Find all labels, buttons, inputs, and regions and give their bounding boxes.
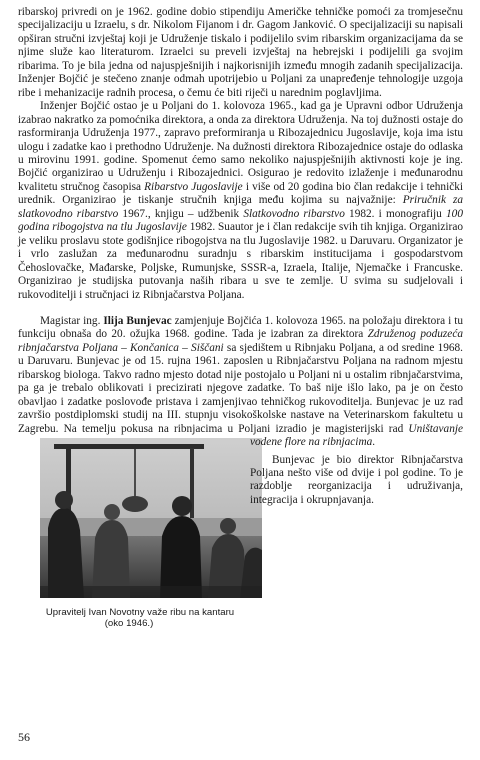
book-title: Slatkovodno ribarstvo — [243, 207, 345, 220]
text-run: 1967., knjigu – udžbenik — [118, 207, 244, 220]
paragraph-1 — [18, 6, 463, 100]
text-run: 1982. Suautor je i član redakcije svih tih knjiga. Organizirao je veliku proslavu stote godišnjice ribogojstva na tlu Jugoslavije 1982. u Daruvaru. Organizator je i vrlo zaslužan za međunarodnu suradnju s ribarskim institucijama i gospodarstvom Čehoslovačke, Mađarske, Poljske, Rumunjske, SSSR-a, Izraela, Italije, Njemačke i Francuske. Organizirao je studijska putovanja naših ribara u sve te zemlje. U svima su sudjelovali i rukovoditelji i stručnjaci iz Ribnjačarstva Poljana. — [18, 221, 463, 301]
book-title: Priručnik za slatkovodno ribarstvo — [18, 194, 463, 220]
text-run: i više od 20 godina bio član redakcije i tehnički urednik. Organizirao je tiskanje stručnih knjiga među kojima su najvažnije: — [18, 180, 464, 207]
company-name: Združenog poduzeća ribnjačarstva Poljana – Končanica – Siščani — [18, 328, 463, 354]
text-run: Magistar ing. — [40, 314, 104, 327]
thesis-title: Uništavanje vodene flore na ribnjacima — [250, 422, 463, 449]
figure — [18, 438, 240, 629]
photograph — [40, 438, 262, 598]
paragraph-2 — [18, 100, 463, 302]
person-name: Ilija Bunjevac — [103, 314, 172, 327]
page-body — [18, 6, 463, 632]
text-run: sa sjedištem u Ribnjaku Poljana, a od sredine 1968. u Daruvaru. Bunjevac je od 15. rujna 1961. zaposlen u Ribnjačarstvu Poljana na radnom mjestu ribarskog biologa. Takvo radno mjesto dotad nije postojalo u Poljani ni u ostalim ribnjačarstvima, pa ga je trebalo oblikovati i precizirati njegove zadatke. To baš nije išlo lako, pa je on često obavljao i zadatke poslovođe pristava i zamjenjivao tehničkog rukovoditelja. Bunjevac je uz rad završio postdiplomski studij na III. stupnju visokoškolske nastave na Veterinarskom fakultetu u Zagrebu. Na temelju pokusa na ribnjacima u Poljani izradio je magisterijski rad — [18, 341, 463, 435]
text-run: ribarskoj privredi on je 1962. godine dobio stipendiju Američke tehničke pomoći za tromjesečnu specijalizaciju u Izraelu, s dr. Nikolom Fijanom i dr. Gagom Janković. O specijalizaciji su napisali opširan stručni izvještaj koji je Udruženje tiskalo i podijelilo svim ribarskim organizacijama da se njime služe kao literaturom. Izraelci su preveli izvještaj na hebrejski i podijelili ga svojim ribarima. To je bila jedna od najuspješnijih i najkorisnijih između mnogih zadanih specijalizacija. Inženjer Bojčić je stečeno znanje odmah upotrijebio u Poljani za unapređenje tehnologije uzgoja ribe i mehanizacije radnih procesa, o čemu će biti riječi u narednim poglavljima. — [18, 6, 463, 99]
text-run: . — [372, 436, 376, 449]
text-run: Inženjer Bojčić ostao je u Poljani do 1. kolovoza 1965., kad ga je Upravni odbor Udruženja izabrao nakratko za pomoćnika direktora, a onda za direktora Udruženja. Na toj dužnosti ostaje do rasformiranja Udruženja 1977., zapravo preformiranja u Ribozajednicu Jugoslavije, koja ima istu ulogu i zadatke kao i prethodno Udruženje. Na dužnosti direktora Ribozajednice ostaje do odlaska u mirovinu 1991. godine. Spomenut ćemo samo nekoliko najuspješnijih aktivnosti koje je ing. Bojčić organizirao u Udruženju i Ribozajednici. Osigurao je redovito izlaženje i međunarodnu kvalitetu stručnog časopisa — [18, 100, 463, 193]
text-run: Bunjevac je bio direktor Ribnjačarstva Poljana nešto više od dvije i pol godine. To je razdoblje reorganizacija i udruživanja, integracija i okrupnjavanja. — [250, 453, 463, 506]
journal-title: Ribarstvo Jugoslavije — [144, 180, 243, 193]
figure-caption: Upravitelj Ivan Novotny važe ribu na kantaru (oko 1946.) — [45, 606, 235, 629]
book-title: 100 godina ribogojstva na tlu Jugoslavije — [18, 207, 463, 234]
page-number: 56 — [18, 730, 30, 744]
paragraph-spacer — [18, 302, 463, 315]
text-run: 1982. i monografiju — [344, 207, 447, 220]
text-run: zamjenjuje Bojčića 1. kolovoza 1965. na položaju direktora i tu funkciju obnaša do 20. ožujka 1968. godine. Tada je izabran za direktora — [18, 314, 463, 341]
